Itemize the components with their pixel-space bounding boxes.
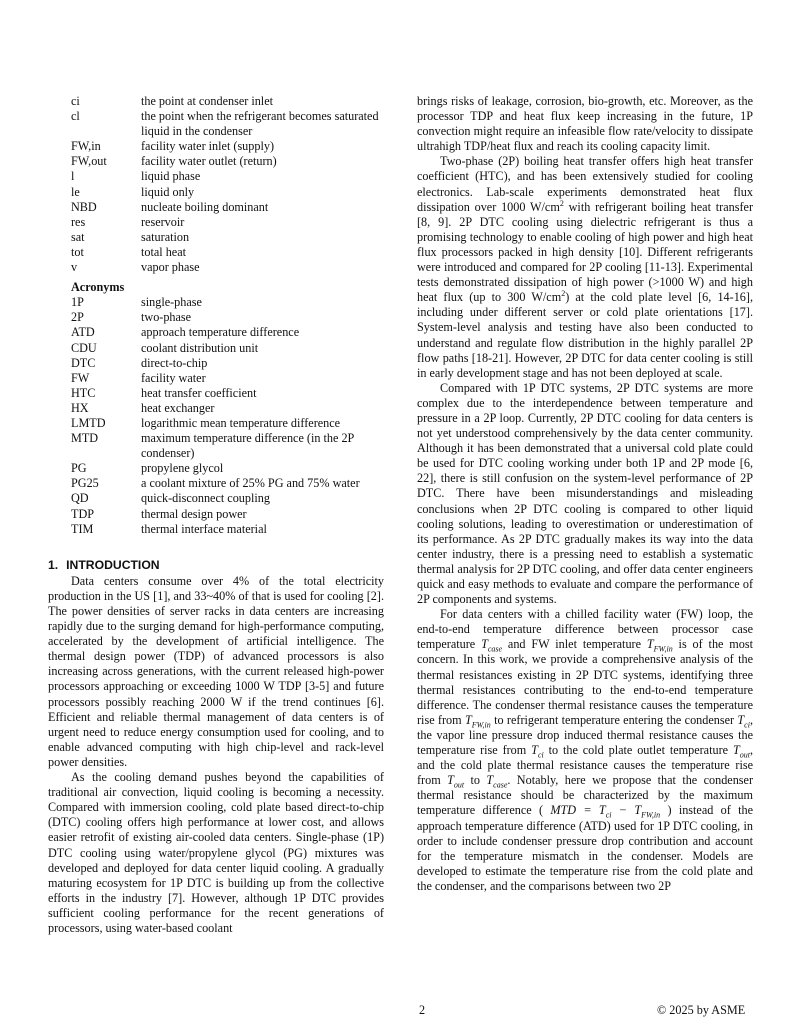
definition: direct-to-chip [141,355,208,370]
definition: facility water outlet (return) [141,154,277,169]
definition: propylene glycol [141,461,224,476]
definition: reservoir [141,214,185,229]
term: FW [71,370,90,385]
definition: coolant distribution unit [141,340,259,355]
section-heading [48,558,384,573]
acronym-row [48,401,384,416]
term: le [71,184,80,199]
acronym-row [48,431,384,461]
definition: single-phase [141,295,202,310]
page-number: 2 [419,1003,426,1017]
right-column [417,94,753,894]
symbol-T-fwin: $T_{FW,in}$ [646,637,673,654]
intro-paragraph-6: For data centers with a chilled facility water (FW) loop, the end-to-end temperature difference between processor case temperature $T_{case}$ and FW inlet temperature $T_{FW,in}$ is of the most concern. In this work, we provide a comprehensive analysis of the thermal resistances existing in 2P DTC systems, identifying three thermal resistances contributing to the end-to-end temperature difference. The condenser thermal resistance causes the temperature rise from $T_{FW,in}$ to refrigerant temperature entering the condenser $T_{ci}$, the vapor line pressure drop induced thermal resistance causes the temperature rise from $T_{ci}$ to the cold plate outlet temperature $T_{out}$, and the cold plate thermal resistance causes the temperature rise from $T_{out}$ to $T_{case}$. Notably, here we propose that the condenser thermal resistance should be characterized by the maximum temperature difference ( MTD = $T_{ci} - T_{FW,in}$ ) instead of the approach temperature difference (ATD) used for 1P DTC cooling, in order to include condenser pressure drop contribution and account for the temperature mismatch in the condenser. Models are developed to estimate the temperature rise from the cold plate and the condenser, and the comparisons between two 2P [417,607,754,893]
definition: a coolant mixture of 25% PG and 75% water [141,476,360,491]
definition: nucleate boiling dominant [141,199,269,214]
nomenclature-row [48,94,384,109]
nomenclature-row [48,109,384,139]
definition: facility water [141,370,206,385]
symbol-T-out: $T_{out}$ [732,743,750,760]
term: DTC [71,355,96,370]
definition: heat exchanger [141,400,215,415]
definition: thermal interface material [141,521,267,536]
symbol-T-ci: $T_{ci}$ [531,743,544,760]
definition: vapor phase [141,260,200,275]
term: TDP [71,506,95,521]
term: TIM [71,521,94,536]
term: 1P [71,295,84,310]
definition: maximum temperature difference (in the 2P condenser) [141,431,354,461]
symbol-T-fwin: $T_{FW,in}$ [464,712,491,730]
definition: quick-disconnect coupling [141,491,270,506]
copyright-notice: © 2025 by ASME [657,1003,746,1017]
acronym-row [48,295,384,310]
acronym-row [48,325,384,340]
term: FW,in [71,139,101,154]
definition: two-phase [141,310,192,325]
symbol-T-case: $T_{case}$ [481,637,503,654]
nomenclature-row [48,230,384,245]
acronym-row [48,461,384,476]
term: v [71,260,78,275]
term: NBD [71,199,97,214]
term: HX [71,400,89,415]
symbol-T-ci: $T_{ci}$ [737,712,750,730]
nomenclature-row [48,260,384,275]
intro-paragraph-3: brings risks of leakage, corrosion, bio-growth, etc. Moreover, as the processor TDP and heat flux keep increasing in the future, 1P convection might require an infeasible flow rate/velocity to dissipate ultrahigh TDP/heat flux and reach its cooling capacity limit. [417,94,753,154]
definition: liquid phase [141,169,201,184]
definition: logarithmic mean temperature difference [141,415,341,430]
term: PG25 [71,476,99,491]
definition: approach temperature difference [141,325,300,340]
acronym-row [48,491,384,506]
term: HTC [71,385,96,400]
nomenclature-row [48,185,384,200]
acronym-row [48,386,384,401]
acronyms-list [48,295,384,537]
term: ATD [71,325,95,340]
definition: saturation [141,229,190,244]
term: FW,out [71,154,107,169]
section-title: INTRODUCTION [66,557,160,572]
term: 2P [71,310,84,325]
acronym-row [48,416,384,431]
definition: the point at condenser inlet [141,94,273,108]
term: CDU [71,340,97,355]
mtd-equation: MTD = $T_{ci} - T_{FW,in}$ [550,803,661,820]
term: cl [71,109,80,124]
term: res [71,214,86,229]
definition: heat transfer coefficient [141,385,257,400]
symbol-T-out: $T_{out}$ [447,773,465,790]
acronym-row [48,522,384,537]
nomenclature-list [48,94,384,275]
symbol-T-case: $T_{case}$ [486,773,508,790]
section-number: 1. [48,557,59,572]
definition: facility water inlet (supply) [141,139,275,154]
acronym-row [48,476,384,491]
nomenclature-row [48,169,384,184]
definition: total heat [141,244,187,259]
term: QD [71,491,89,506]
definition: liquid only [141,184,195,199]
term: PG [71,461,87,476]
acronym-row [48,341,384,356]
acronym-row [48,371,384,386]
term: tot [71,244,84,259]
nomenclature-row [48,139,384,154]
term: LMTD [71,415,106,430]
term: MTD [71,431,99,446]
term: sat [71,229,85,244]
acronym-row [48,507,384,522]
nomenclature-row [48,200,384,215]
term: ci [71,94,80,108]
left-column [48,94,384,936]
intro-paragraph-1: Data centers consume over 4% of the total electricity production in the US [1], and 33~40% of that is used for cooling [2]. The power densities of server racks in data centers are increasing rapidly due to the surging demand for high-performance computing, accelerated by the development of artificial intelligence. The thermal design power (TDP) of advanced processors is also increasing across generations, with the current released high-power processors approaching or exceeding 1000 W TDP [3-5] and future processors possibly reaching 2000 W if the trend continues [6]. Efficient and reliable thermal management of data centers is of urgent need to reduce energy consumption used for cooling, and to enable advanced computing with high chip-level and rack-level power densities. [48,573,384,769]
nomenclature-row [48,245,384,260]
acronym-row [48,356,384,371]
nomenclature-row [48,215,384,230]
acronyms-heading: Acronyms [71,280,125,295]
definition: thermal design power [141,506,247,521]
term: l [71,169,75,184]
intro-paragraph-2: As the cooling demand pushes beyond the capabilities of traditional air convection, liquid cooling is becoming a necessity. Compared with immersion cooling, cold plate based direct-to-chip (DTC) cooling offers high performance at lower cost, and allows easier retrofit of existing air-cooled data centers. Single-phase (1P) DTC cooling using water/propylene glycol (PG) mixtures was developed and deployed for data center liquid cooling. A gradually maturing ecosystem for 1P DTC is building up from the collective efforts in the industry [7]. However, although 1P DTC provides sufficient cooling performance for the recent generations of processors, using water-based coolant [48,770,384,935]
intro-paragraph-4: Two-phase (2P) boiling heat transfer offers high heat transfer coefficient (HTC), and has been extensively studied for cooling electronics. Lab-scale experiments demonstrated heat flux dissipation over 1000 $W/cm^2$ with refrigerant boiling heat transfer [8, 9]. 2P DTC cooling using dielectric refrigerant is thus a promising technology to enable cooling of high power and high heat flux processors packed in high density [10]. Different refrigerants were introduced and compared for 2P cooling [11-13]. Experimental tests demonstrated dissipation of high power (>1000 W) and high heat flux (up to 300 $W/cm^2$) at the cold plate level [6, 14-16], including under different server or cold plate orientations [17]. System-level analysis and testing have also been conducted to understand and regulate flow distribution in the highly parallel 2P flow paths [18-21]. However, 2P DTC for data center cooling is still in early development stage and has not been deployed at scale. [417,154,753,380]
nomenclature-row [48,154,384,169]
intro-paragraph-5: Compared with 1P DTC systems, 2P DTC systems are more complex due to the interdependence between temperature and pressure in a 2P loop. Currently, 2P DTC cooling for data centers is not yet understood comprehensively by the data center community. Although it has been demonstrated that a universal cold plate could be used for DTC cooling working under both 1P and 2P mode [6, 22], there is still confusion on the system-level performance of 2P DTC. There have been misunderstandings and misleading conclusions when 2P DTC cooling is compared to other liquid cooling solutions, leading to overestimation or underestimation of its performance. As 2P DTC gradually makes its way into the data center industry, there is a pressing need to establish a systematic thermal analysis for 2P DTC cooling, and offer data center engineers quick and easy methods to evaluate and compare the performance of 2P components and systems. [417,380,753,607]
definition: the point when the refrigerant becomes saturated liquid in the condenser [141,109,379,139]
acronym-row [48,310,384,325]
